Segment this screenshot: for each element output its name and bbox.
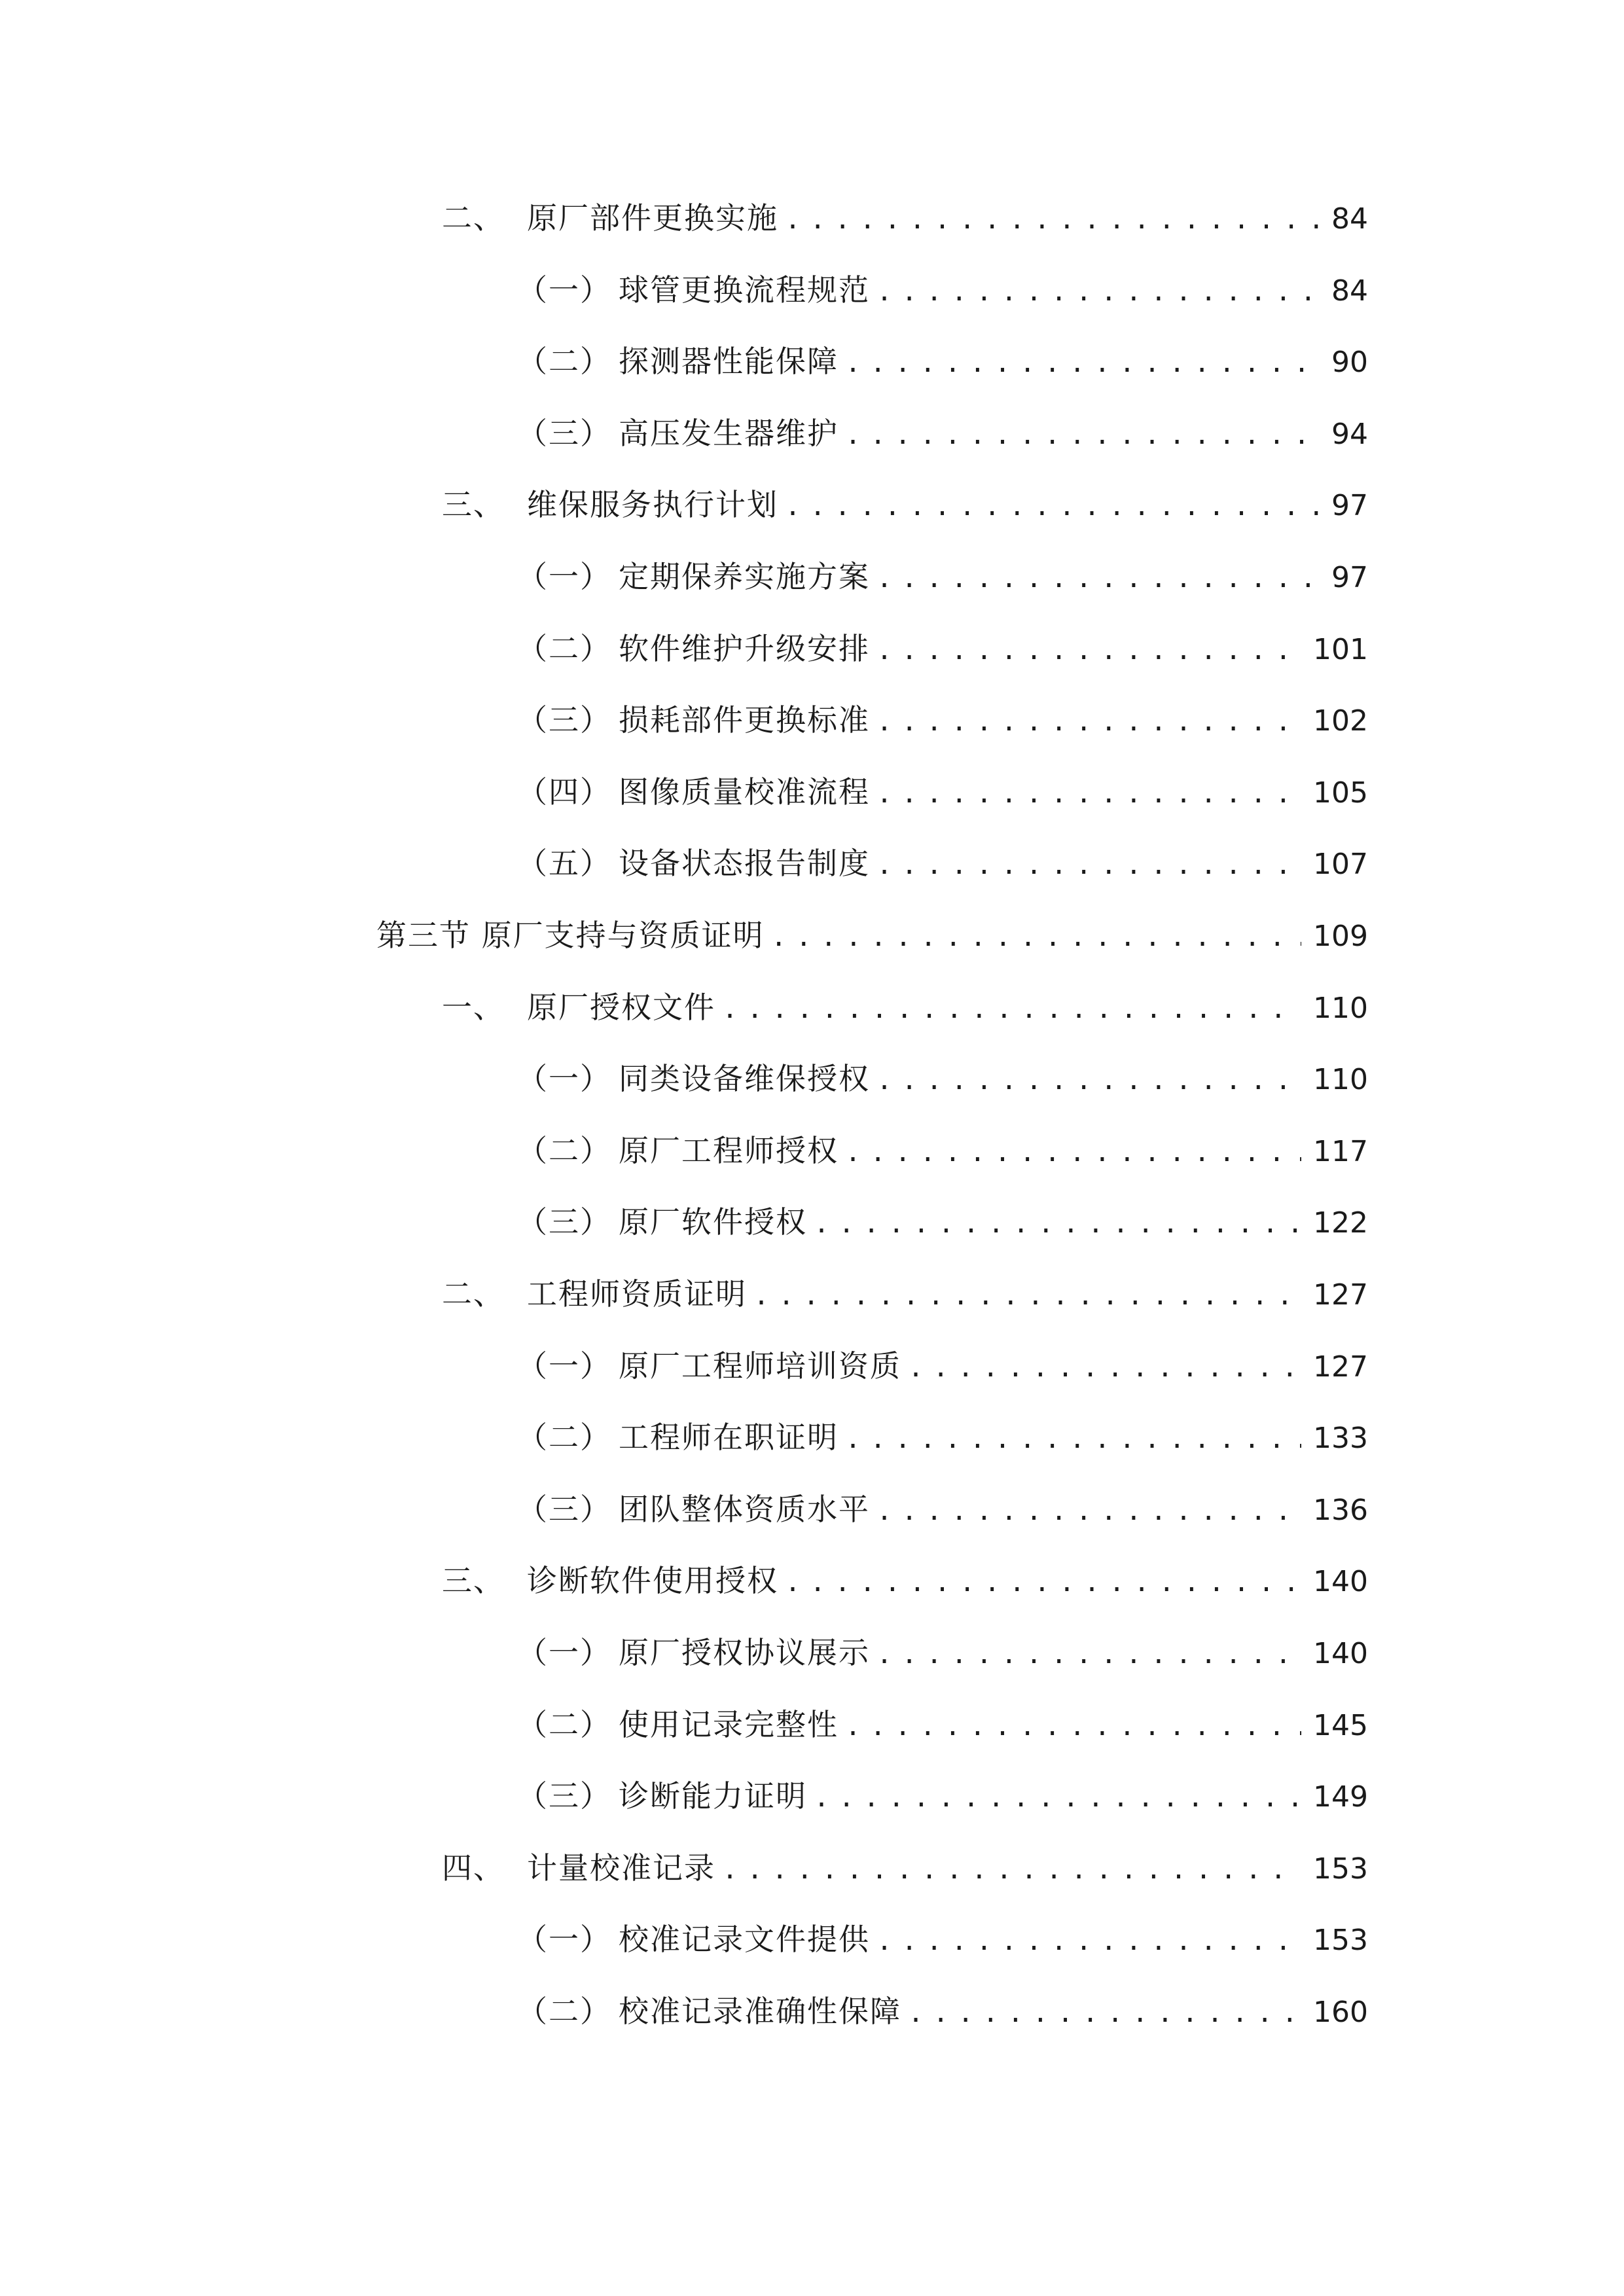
toc-entry-title: 第三节 原厂支持与资质证明 [376,918,765,953]
toc-entry-number: （二） [517,1420,611,1455]
toc-entry-title: 探测器性能保障 [619,344,839,379]
toc-dot-leader [876,556,1320,601]
toc-entry-number: （二） [517,344,611,379]
toc-entry-number: （一） [517,1635,611,1670]
toc-entry-page-number: 110 [1313,992,1368,1025]
toc-entry[interactable] [517,769,1368,815]
toc-entry-title: 诊断能力证明 [619,1778,807,1814]
toc-entry[interactable] [517,626,1368,672]
toc-entry-page-number: 140 [1313,1565,1368,1598]
toc-entry-page-number: 109 [1313,920,1368,953]
toc-entry-page-number: 84 [1331,274,1368,308]
toc-entry-page-number: 153 [1313,1924,1368,1957]
toc-entry[interactable] [517,1702,1368,1748]
toc-entry[interactable] [517,1630,1368,1676]
toc-entry-page-number: 110 [1313,1063,1368,1096]
toc-entry-title: 使用记录完整性 [619,1707,839,1742]
toc-entry-number: （二） [517,1707,611,1742]
toc-dot-leader [814,1775,1301,1821]
toc-entry[interactable] [442,1558,1368,1604]
toc-entry-page-number: 149 [1313,1780,1368,1814]
toc-entry-page-number: 105 [1313,776,1368,810]
toc-dot-leader [771,914,1301,960]
toc-entry[interactable] [517,1916,1368,1962]
toc-entry-number: （三） [517,1492,611,1527]
toc-entry-number: 三、 [442,1563,505,1598]
toc-entry-number: （一） [517,1348,611,1384]
toc-entry-title: 设备状态报告制度 [619,846,870,881]
toc-entry-title: 计量校准记录 [527,1850,715,1886]
toc-entry-title: 定期保养实施方案 [619,559,870,594]
toc-entry-page-number: 84 [1331,202,1368,236]
toc-entry[interactable] [517,1414,1368,1460]
toc-entry-title: 高压发生器维护 [619,416,839,451]
toc-entry-number: （四） [517,774,611,810]
toc-entry-title: 工程师在职证明 [619,1420,839,1455]
toc-entry-page-number: 133 [1313,1422,1368,1455]
toc-entry[interactable] [517,1056,1368,1102]
toc-dot-leader [753,1273,1301,1319]
toc-entry-number: 三、 [442,487,505,522]
toc-entry-section[interactable] [376,912,1368,958]
toc-entry-number: （一） [517,272,611,308]
toc-dot-leader [845,412,1320,458]
toc-entry-number: （三） [517,702,611,738]
toc-dot-leader [908,1990,1301,2036]
toc-dot-leader [845,1704,1301,1749]
toc-entry-title: 诊断软件使用授权 [527,1563,778,1598]
toc-entry-number: 四、 [442,1850,505,1886]
toc-entry-page-number: 140 [1313,1637,1368,1670]
toc-entry-page-number: 127 [1313,1350,1368,1384]
toc-entry-number: （三） [517,416,611,451]
toc-entry-title: 损耗部件更换标准 [619,702,870,738]
toc-entry-number: 一、 [442,990,505,1025]
toc-entry-page-number: 122 [1313,1206,1368,1240]
toc-entry[interactable] [442,984,1368,1030]
toc-entry[interactable] [442,482,1368,528]
toc-entry-title: 球管更换流程规范 [619,272,870,308]
toc-entry-title: 原厂软件授权 [619,1204,807,1240]
toc-entry-page-number: 127 [1313,1278,1368,1312]
toc-entry-title: 原厂部件更换实施 [527,200,778,236]
toc-dot-leader [785,197,1320,243]
toc-entry-page-number: 145 [1313,1709,1368,1742]
toc-dot-leader [814,1201,1301,1247]
toc-entry[interactable] [517,554,1368,600]
toc-entry[interactable] [517,338,1368,384]
toc-dot-leader [785,1560,1301,1605]
toc-dot-leader [722,1847,1301,1893]
toc-entry-title: 工程师资质证明 [527,1276,747,1312]
toc-entry-title: 同类设备维保授权 [619,1061,870,1096]
toc-dot-leader [876,1488,1301,1534]
toc-entry[interactable] [517,1343,1368,1389]
toc-dot-leader [845,340,1320,386]
toc-entry-title: 软件维护升级安排 [619,631,870,666]
toc-entry-number: （一） [517,1061,611,1096]
toc-entry[interactable] [442,195,1368,241]
toc-dot-leader [876,1632,1301,1677]
toc-entry-page-number: 136 [1313,1494,1368,1527]
toc-dot-leader [908,1345,1301,1391]
toc-entry[interactable] [442,1845,1368,1891]
toc-entry[interactable] [517,267,1368,313]
toc-entry-title: 图像质量校准流程 [619,774,870,810]
toc-entry[interactable] [517,1199,1368,1245]
toc-entry[interactable] [517,1988,1368,2034]
toc-dot-leader [876,1058,1301,1103]
toc-entry-page-number: 117 [1313,1135,1368,1168]
toc-entry-number: （一） [517,1922,611,1957]
toc-entry-number: （二） [517,631,611,666]
toc-entry-title: 原厂工程师培训资质 [619,1348,901,1384]
toc-dot-leader [876,842,1301,888]
toc-entry[interactable] [517,697,1368,743]
toc-entry-title: 原厂授权协议展示 [619,1635,870,1670]
toc-entry-number: （二） [517,1133,611,1168]
toc-entry-page-number: 97 [1331,489,1368,522]
toc-entry-title: 团队整体资质水平 [619,1492,870,1527]
toc-dot-leader [876,1918,1301,1964]
toc-dot-leader [845,1416,1301,1462]
toc-entry-page-number: 94 [1331,418,1368,451]
toc-entry[interactable] [517,1486,1368,1532]
toc-entry-page-number: 90 [1331,346,1368,379]
toc-entry-number: （五） [517,846,611,881]
toc-entry-title: 原厂授权文件 [527,990,715,1025]
toc-entry-number: 二、 [442,200,505,236]
toc-entry[interactable] [517,1128,1368,1174]
toc-entry-title: 维保服务执行计划 [527,487,778,522]
toc-entry-number: （二） [517,1994,611,2029]
toc-entry[interactable] [517,840,1368,886]
toc-entry-page-number: 160 [1313,1996,1368,2029]
toc-dot-leader [722,986,1301,1032]
toc-dot-leader [845,1130,1301,1175]
toc-entry-title: 校准记录文件提供 [619,1922,870,1957]
toc-dot-leader [876,771,1301,817]
toc-entry-title: 校准记录准确性保障 [619,1994,901,2029]
toc-dot-leader [876,269,1320,315]
toc-entry-title: 原厂工程师授权 [619,1133,839,1168]
toc-entry-page-number: 102 [1313,704,1368,738]
toc-entry-page-number: 107 [1313,848,1368,881]
toc-entry-number: （三） [517,1204,611,1240]
toc-entry-number: 二、 [442,1276,505,1312]
toc-dot-leader [876,628,1301,673]
toc-entry-page-number: 101 [1313,633,1368,666]
toc-entry[interactable] [517,1773,1368,1819]
toc-entry-page-number: 153 [1313,1852,1368,1886]
toc-entry-number: （一） [517,559,611,594]
toc-entry-number: （三） [517,1778,611,1814]
toc-entry[interactable] [517,410,1368,456]
toc-dot-leader [785,484,1320,529]
toc-entry[interactable] [442,1271,1368,1317]
toc-entry-page-number: 97 [1331,561,1368,594]
toc-dot-leader [876,699,1301,745]
